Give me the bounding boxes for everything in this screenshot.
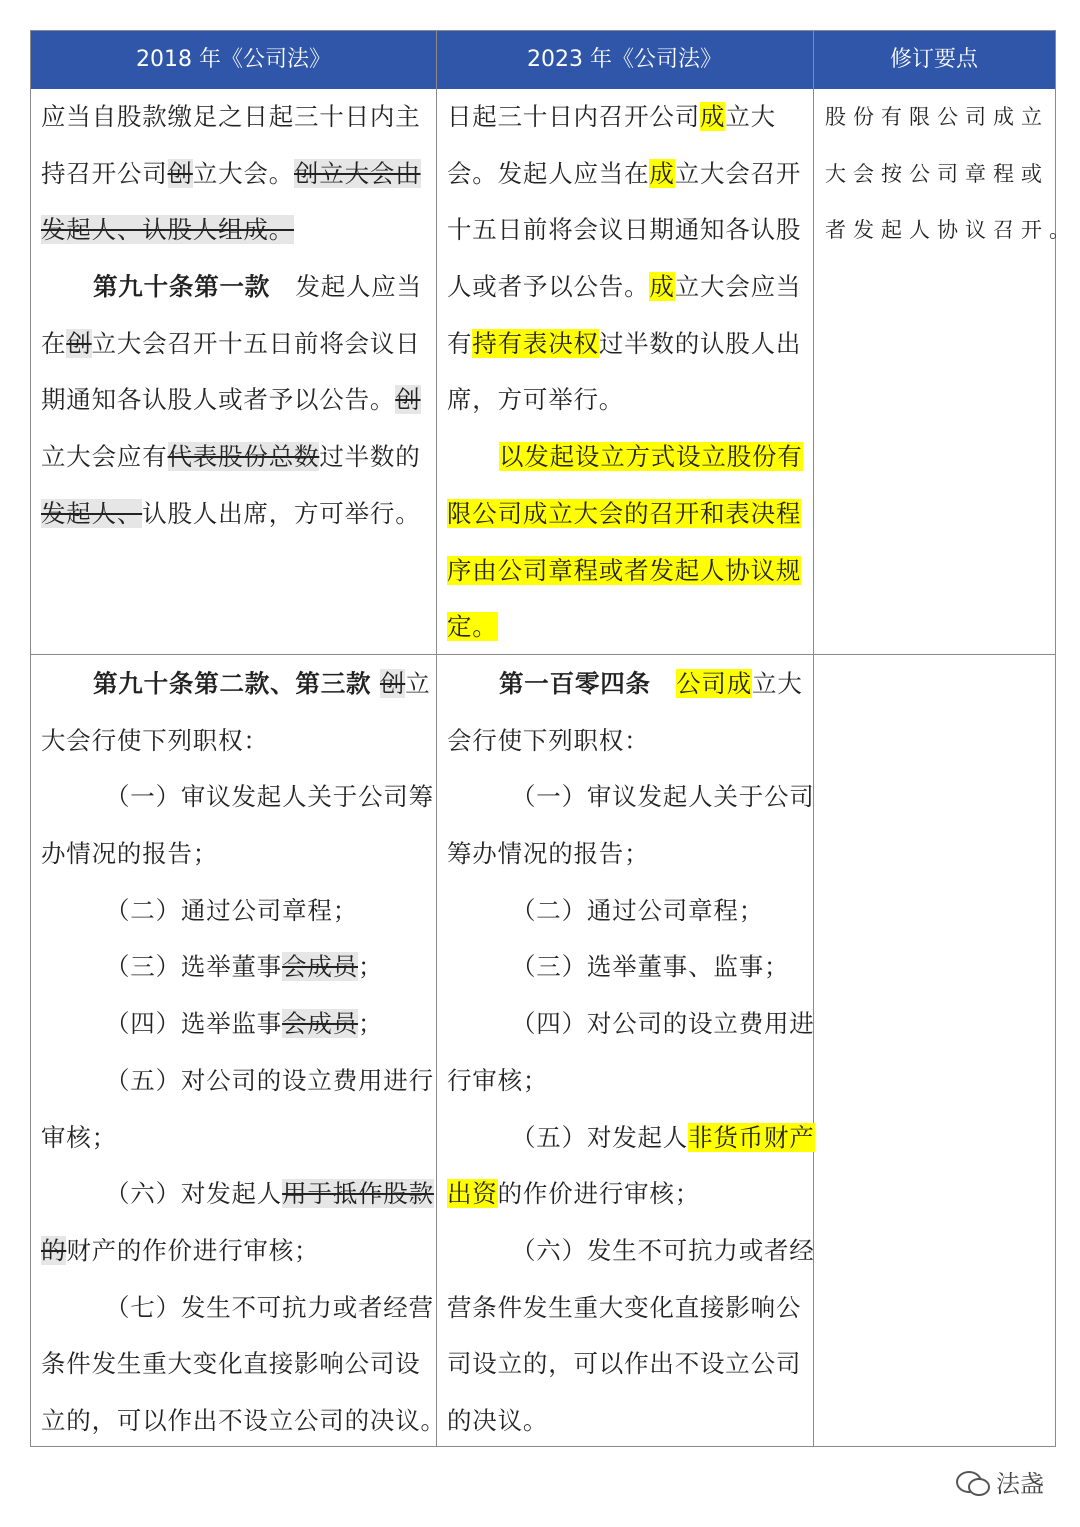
header-2018: 2018 年《公司法》: [136, 47, 331, 72]
text-line: [41, 656, 433, 713]
text-line: [41, 372, 433, 429]
deleted-text: 发起人、: [41, 498, 143, 528]
text-segment: 司设立的，可以作出不设立公司: [447, 1349, 802, 1379]
watermark: [956, 1464, 1044, 1499]
text-line: [447, 1110, 815, 1167]
deleted-text: 代表股份总数: [167, 442, 320, 472]
text-segment: 立大会应当: [674, 272, 802, 302]
text-segment: 立的，可以作出不设立公司的决议。: [41, 1405, 446, 1435]
comparison-table: [30, 30, 1077, 1447]
text-line: [447, 1166, 809, 1223]
text-line: [447, 429, 809, 486]
text-segment: 期通知各认股人或者予以公告。: [41, 385, 396, 415]
text-line: [41, 1280, 433, 1337]
highlighted-text: 成: [649, 158, 675, 188]
text-line: [41, 826, 433, 883]
row2-2018-text: [41, 656, 446, 1450]
text-line: [447, 599, 809, 656]
text-segment: [371, 669, 380, 698]
text-line: [447, 1393, 809, 1450]
text-segment: 应当自股款缴足之日起三十日内主: [41, 102, 421, 131]
deleted-text: 发起人、认股人组成。: [41, 215, 294, 245]
text-segment: （七）发生不可抗力或者经营: [105, 1292, 434, 1322]
header-key-points: 修订要点: [889, 47, 978, 72]
text-segment: 立大会应有: [41, 442, 168, 472]
highlighted-text: 序由公司章程或者发起人协议规: [447, 555, 802, 585]
text-segment: 行审核；: [447, 1065, 549, 1095]
key-point-line: 者发起人协议召开。: [825, 218, 1077, 243]
text-segment: 办情况的报告；: [41, 839, 219, 869]
deleted-text: 创: [167, 158, 193, 188]
wechat-icon: [956, 1469, 988, 1495]
text-segment: ；: [358, 952, 384, 982]
key-point-line: 大会按公司章程或: [825, 161, 1049, 186]
row2-2023-text: [447, 656, 815, 1450]
watermark-text: 法盏: [996, 1470, 1044, 1498]
text-segment: 条件发生重大变化直接影响公司设: [41, 1349, 421, 1379]
deleted-text: 用于抵作股款: [282, 1179, 434, 1209]
highlighted-text: 出资: [447, 1179, 498, 1209]
table-header: [31, 31, 1055, 89]
deleted-text: 创立大会由: [294, 158, 421, 188]
text-segment: 发起人应当: [270, 272, 422, 302]
text-line: [447, 1053, 809, 1110]
text-segment: 认股人出席，方可举行。: [142, 498, 421, 528]
text-segment: （四）选举监事: [105, 1009, 283, 1039]
text-segment: （三）选举董事、监事；: [511, 952, 790, 982]
text-segment: [651, 669, 676, 698]
text-segment: （一）审议发起人关于公司: [511, 782, 815, 812]
highlighted-text: 以发起设立方式设立股份有: [499, 442, 803, 472]
text-line: [41, 883, 433, 940]
key-point-line: 股份有限公司成立: [825, 105, 1049, 129]
header-2023: 2023 年《公司法》: [527, 47, 722, 72]
highlighted-text: 限公司成立大会的召开和表决程: [447, 498, 802, 528]
text-line: [41, 1336, 433, 1393]
text-segment: 过半数的认股人出: [598, 328, 802, 358]
text-segment: 的决议。: [447, 1405, 549, 1435]
text-line: [447, 883, 809, 940]
highlighted-text: 非货币财产: [688, 1122, 815, 1152]
text-line: [447, 769, 815, 826]
text-line: [41, 1166, 433, 1223]
text-segment: ；: [358, 1009, 384, 1039]
text-line: [41, 769, 433, 826]
text-segment: 日起三十日内召开公司: [447, 102, 700, 131]
column-divider: [436, 31, 437, 1446]
text-segment: 持召开公司: [41, 158, 168, 188]
text-segment: 立: [405, 669, 431, 698]
text-segment: （六）对发起人: [105, 1179, 283, 1209]
text-line: [41, 1223, 433, 1280]
text-segment: 的作价进行审核；: [497, 1179, 701, 1209]
text-line: [447, 202, 809, 259]
text-segment: 立大会召开十五日前将会议日: [91, 328, 421, 358]
text-segment: （五）对发起人: [511, 1122, 689, 1152]
text-segment: （四）对公司的设立费用进: [511, 1009, 815, 1039]
text-line: [447, 656, 809, 713]
deleted-text: 创: [395, 385, 421, 415]
text-line: [447, 713, 809, 770]
row1-2023-text: [447, 89, 809, 656]
deleted-text: 创: [379, 669, 406, 698]
text-segment: 财产的作价进行审核；: [66, 1235, 320, 1265]
text-line: [41, 146, 433, 203]
text-line: [41, 202, 433, 259]
highlighted-text: 持有表决权: [472, 328, 599, 358]
highlighted-text: 定。: [447, 612, 498, 642]
text-line: [447, 826, 809, 883]
text-line: [447, 939, 809, 996]
text-segment: 席，方可举行。: [447, 385, 625, 415]
text-segment: 人或者予以公告。: [447, 272, 650, 302]
text-line: [447, 1280, 809, 1337]
deleted-text: 创: [66, 328, 92, 358]
deleted-text: 会成员: [282, 1009, 359, 1039]
text-segment: 在: [41, 328, 67, 358]
text-segment: （五）对公司的设立费用进行: [105, 1065, 434, 1095]
text-line: [41, 996, 433, 1053]
text-segment: 十五日前将会议日期通知各认股: [447, 215, 802, 245]
text-line: [41, 316, 433, 373]
text-segment: （六）发生不可抗力或者经: [511, 1235, 815, 1265]
text-segment: 过半数的: [319, 442, 421, 472]
deleted-text: 会成员: [282, 952, 359, 982]
text-line: [41, 713, 433, 770]
text-line: [447, 543, 809, 600]
text-segment: 第九十条第二款、第三款: [93, 669, 372, 698]
text-segment: 立大会召开: [674, 158, 802, 188]
text-line: [447, 372, 809, 429]
text-segment: 会行使下列职权：: [447, 725, 650, 755]
text-segment: 大会行使下列职权：: [41, 725, 269, 755]
text-segment: （一）审议发起人关于公司筹: [105, 782, 434, 812]
text-line: [41, 939, 433, 996]
text-segment: 会。发起人应当在: [447, 158, 650, 188]
text-line: [41, 1110, 433, 1167]
text-segment: 立大: [725, 102, 776, 131]
text-segment: 审核；: [41, 1122, 117, 1152]
text-segment: （三）选举董事: [105, 952, 283, 982]
text-segment: （二）通过公司章程；: [511, 895, 764, 925]
text-segment: （二）通过公司章程；: [105, 895, 358, 925]
text-line: [447, 1223, 815, 1280]
text-line: [447, 486, 809, 543]
row1-2018-text: [41, 89, 433, 543]
highlighted-text: 成: [649, 272, 675, 302]
text-line: [41, 89, 433, 146]
text-segment: 营条件发生重大变化直接影响公: [447, 1292, 802, 1322]
text-line: [41, 486, 433, 543]
text-segment: 第九十条第一款: [93, 272, 271, 302]
text-segment: 立大会。: [192, 158, 295, 188]
deleted-text: 的: [41, 1235, 67, 1265]
highlighted-text: 公司成: [676, 669, 753, 698]
text-line: [447, 89, 809, 146]
text-segment: 立大: [752, 669, 803, 698]
row1-key-points: [825, 89, 1077, 259]
text-line: [41, 1393, 446, 1450]
text-line: [447, 996, 815, 1053]
text-segment: 有: [447, 328, 473, 358]
text-line: [41, 259, 433, 316]
text-line: [447, 316, 809, 373]
text-line: [41, 429, 433, 486]
highlighted-text: 成: [700, 102, 726, 131]
text-line: [447, 259, 809, 316]
text-line: [447, 146, 809, 203]
text-segment: 第一百零四条: [499, 669, 651, 698]
text-segment: 筹办情况的报告；: [447, 839, 650, 869]
text-line: [447, 1336, 809, 1393]
text-line: [41, 1053, 433, 1110]
